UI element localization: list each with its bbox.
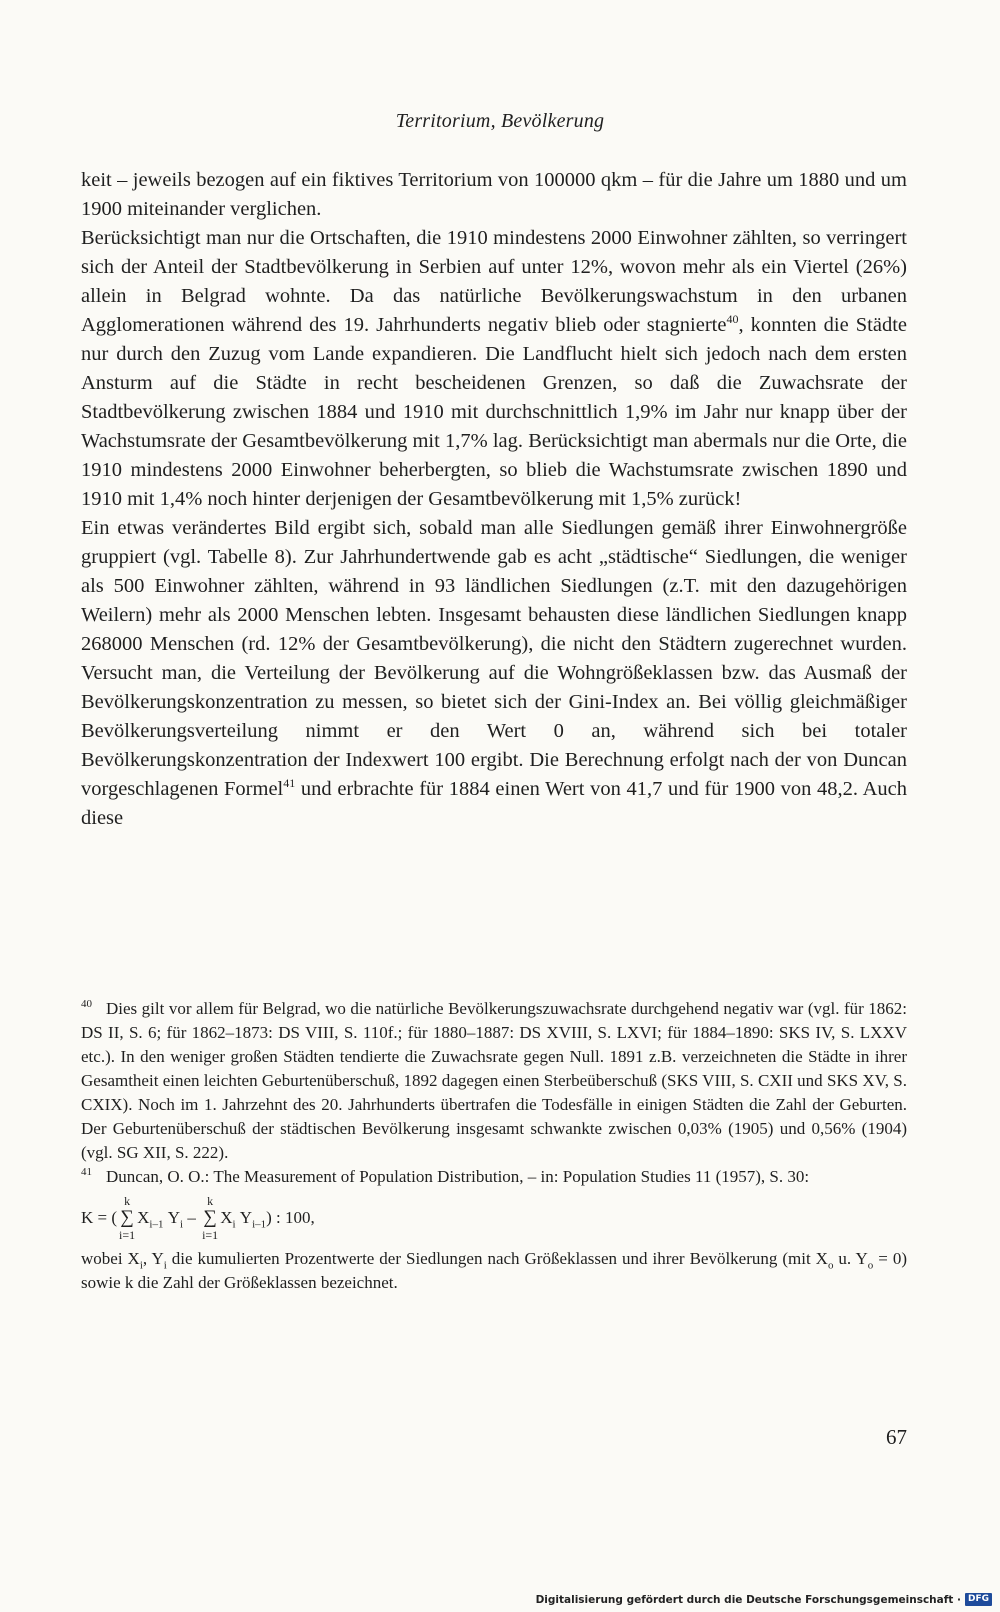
sum-lower-limit: i=1 (119, 1228, 136, 1242)
subscript: i (180, 1218, 184, 1231)
footnotes (81, 997, 907, 1295)
banner-text: Digitalisierung gefördert durch die Deutsche Forschungsgemeinschaft · (535, 1593, 961, 1606)
footnote-40 (81, 997, 907, 1165)
footnote-text: Duncan, O. O.: The Measurement of Population Distribution, – in: Population Studies 11 (1957), S. 30: (106, 1167, 810, 1186)
page-number: 67 (886, 1425, 907, 1449)
footnote-41 (81, 1165, 907, 1189)
formula-lhs: K = ( (81, 1208, 118, 1227)
paragraph-text: und erbrachte für 1884 einen Wert von 41,7 und für 1900 von 48,2. Auch diese (81, 778, 907, 829)
footnote-text: wobei X (81, 1249, 140, 1268)
footnote-text: Dies gilt vor allem für Belgrad, wo die natürliche Bevölkerungszuwachsrate durchgehend negativ war (vgl. für 1862: DS II, S. 6; für 1862–1873: DS VIII, S. 110f.; für 1880–1887: DS XVIII, S. LXVI; für 1884–1890: SKS IV, S. LXXV etc.). In den weniger großen Städten tendierte die Zuwachsrate gegen Null. 1891 z.B. verzeichneten die Städte in ihrer Gesamtheit einen leichten Geburtenüberschuß, 1892 dagegen einen Sterbeüberschuß (SKS VIII, S. CXII und SKS XV, S. CXIX). Noch im 1. Jahrzehnt des 20. Jahrhunderts übertrafen die Todesfälle in einigen Städten die Zahl der Geburten. Der Geburtenüberschuß der städtischen Bevölkerung insgesamt schwankte zwischen 0,03% (1905) und 0,56% (1904) (vgl. SG XII, S. 222). (81, 999, 907, 1162)
subscript: o (867, 1259, 874, 1272)
sigma-symbol: ∑ (120, 1207, 134, 1228)
variable-x: X (220, 1208, 233, 1227)
paragraph-text: Ein etwas verändertes Bild ergibt sich, sobald man alle Siedlungen gemäß ihrer Einwohnergröße gruppiert (vgl. Tabelle 8). Zur Jahrhundertwende gab es acht „städtische“ Siedlungen, die weniger als 500 Einwohner zählten, während in 93 ländlichen Siedlungen (z.T. mit den dazugehörigen Weilern) mehr als 2000 Menschen lebten. Insgesamt behausten diese ländlichen Siedlungen knapp 268000 Menschen (rd. 12% der Gesamtbevölkerung), die nicht den Städtern zugerechnet wurden. Versucht man, die Verteilung der Bevölkerung auf die Wohngrößeklassen bzw. das Ausmaß der Bevölkerungskonzentration zu messen, so bietet sich der Gini-Index an. Bei völlig gleichmäßiger Bevölkerungsverteilung nimmt er den Wert 0 an, während sich bei totaler Bevölkerungskonzentration der Indexwert 100 ergibt. Die Berechnung erfolgt nach der von Duncan vorgeschlagenen Formel (81, 517, 907, 800)
variable-y: Y (167, 1208, 181, 1227)
subscript: i (139, 1259, 143, 1272)
footnote-reference[interactable]: 41 (283, 776, 296, 791)
sigma-symbol: ∑ (203, 1207, 217, 1228)
paragraph-text: Berücksichtigt man nur die Ortschaften, die 1910 mindestens 2000 Einwohner zählten, so verringert sich der Anteil der Stadtbevölkerung in Serbien auf unter 12%, wovon mehr als ein Viertel (26%) allein in Belgrad wohnte. Da das natürliche Bevölkerungswachstum in den urbanen Agglomerationen während des 19. Jahrhunderts negativ blieb oder stagnierte (81, 227, 907, 336)
footnote-number: 41 (81, 1166, 92, 1179)
sum-upper-limit: k (207, 1194, 214, 1208)
subscript: i (232, 1218, 236, 1231)
summation-symbol (202, 1194, 218, 1242)
footnote-text: , Y (142, 1249, 164, 1268)
gini-formula (81, 1189, 907, 1247)
formula-term (220, 1206, 266, 1230)
sum-lower-limit: i=1 (202, 1228, 219, 1242)
paragraph (81, 166, 907, 224)
variable-x: X (137, 1208, 150, 1227)
footnote-41-explanation (81, 1247, 907, 1295)
footnote-reference[interactable]: 40 (726, 312, 739, 327)
footnote-text: = 0) sowie k die Zahl der Größeklassen bezeichnet. (81, 1249, 907, 1292)
formula-term (137, 1206, 183, 1230)
subscript: i (163, 1259, 167, 1272)
paragraph-text: , konnten die Städte nur durch den Zuzug vom Lande expandieren. Die Landflucht hielt sich jedoch nach dem ersten Ansturm auf die Städte in recht bescheidenen Grenzen, so daß die Zuwachsrate der Stadtbevölkerung zwischen 1884 und 1910 mit durchschnittlich 1,9% im Jahr nur knapp über der Wachstumsrate der Gesamtbevölkerung mit 1,7% lag. Berücksichtigt man abermals nur die Orte, die 1910 mindestens 2000 Einwohner beherbergten, so blieb die Wachstumsrate zwischen 1890 und 1910 mit 1,4% noch hinter derjenigen der Gesamtbevölkerung mit 1,5% zurück! (81, 314, 907, 510)
minus-sign: – (187, 1208, 196, 1227)
subscript: i–1 (149, 1218, 164, 1231)
paragraph (81, 224, 907, 514)
summation-symbol (119, 1194, 135, 1242)
subscript: i–1 (252, 1218, 267, 1231)
variable-y: Y (239, 1208, 253, 1227)
paragraph (81, 514, 907, 833)
footnote-text: u. Y (833, 1249, 868, 1268)
footnote-number: 40 (81, 998, 92, 1011)
subscript: o (827, 1259, 834, 1272)
main-text (81, 166, 907, 833)
digitization-banner (536, 1593, 992, 1606)
sum-upper-limit: k (124, 1194, 131, 1208)
paragraph-text: keit – jeweils bezogen auf ein fiktives Territorium von 100000 qkm – für die Jahre um 1880 und um 1900 miteinander verglichen. (81, 169, 907, 220)
formula-rhs: ) : 100, (266, 1208, 315, 1227)
footnote-text: die kumulierten Prozentwerte der Siedlungen nach Größeklassen und ihrer Bevölkerung (mit X (166, 1249, 828, 1268)
running-head: Territorium, Bevölkerung (395, 110, 605, 132)
dfg-logo: DFG (965, 1593, 992, 1606)
